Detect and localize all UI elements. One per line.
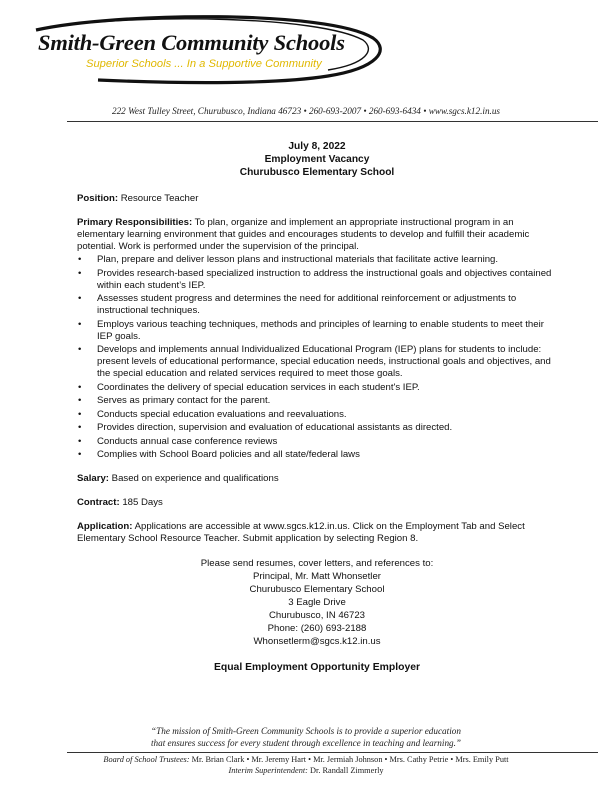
list-item: • Serves as primary contact for the parent. — [77, 395, 557, 407]
mission-line: that ensures success for every student through excellence in teaching and learning.” — [150, 737, 462, 748]
list-item: • Complies with School Board policies and all state/federal laws — [77, 449, 557, 461]
trustees-line — [0, 755, 612, 766]
contract-value: 185 Days — [122, 497, 163, 508]
list-item: • Conducts annual case conference reviews — [77, 436, 557, 448]
list-item: • Develops and implements annual Individualized Educational Program (IEP) plans for students to include: present levels of educational performance, special education needs, instructional goals and objectives, and the special education and related services required to meet those goals. — [77, 344, 557, 380]
list-item: • Provides research-based specialized instruction to address the instructional goals and objectives contained within each student’s IEP. — [77, 268, 557, 292]
list-item: • Assesses student progress and determines the need for additional reinforcement or adjustments to instructional techniques. — [77, 293, 557, 317]
contact-line: Churubusco Elementary School — [249, 584, 385, 595]
tagline: Superior Schools ... In a Supportive Community — [86, 58, 322, 70]
responsibilities-intro: To plan, organize and implement an appropriate instructional program in an elementary learning environment that guides and encourages students to develop and fulfill their academic potential. Work is performed under the supervision of the principal. — [77, 217, 530, 252]
contact-line: Phone: (260) 693-2188 — [267, 623, 367, 634]
contact-line: 3 Eagle Drive — [288, 597, 346, 608]
posting-heading — [77, 140, 557, 179]
address-line: 222 West Tulley Street, Churubusco, Indiana 46723 • 260-693-2007 • 260-693-6434 • www.sgcs.k12.in.us — [111, 106, 501, 116]
posting-title: Employment Vacancy — [264, 154, 370, 165]
contact-line: Churubusco, IN 46723 — [269, 610, 365, 621]
posting-body — [77, 140, 557, 674]
contact-block — [77, 557, 557, 648]
contract-label: Contract: — [77, 497, 120, 508]
letterhead — [0, 0, 612, 125]
posting-school: Churubusco Elementary School — [239, 167, 395, 178]
org-name: Smith-Green Community Schools — [38, 30, 345, 55]
application-text: Applications are accessible at www.sgcs.k12.in.us. Click on the Employment Tab and Select Elementary School Resource Teacher. Submit application by selecting Region 8. — [77, 521, 525, 544]
superintendent-label: Interim Superintendent: — [228, 765, 308, 775]
contract-paragraph — [77, 497, 557, 509]
salary-paragraph — [77, 473, 557, 485]
position-label: Position: — [77, 193, 119, 204]
contact-email: Whonsetlerm@sgcs.k12.in.us — [253, 636, 381, 647]
superintendent-line — [0, 766, 612, 777]
salary-value: Based on experience and qualifications — [111, 473, 279, 484]
application-paragraph — [77, 521, 557, 545]
trustees-label: Board of School Trustees: — [103, 755, 190, 764]
contact-line: Principal, Mr. Matt Whonsetler — [253, 571, 381, 582]
duties-list — [77, 254, 557, 461]
trustees-value: Mr. Brian Clark • Mr. Jeremy Hart • Mr. Jermiah Johnson • Mrs. Cathy Petrie • Mrs. Emily Putt — [191, 755, 509, 764]
footer-trustees — [0, 755, 612, 776]
responsibilities-paragraph — [77, 217, 557, 253]
responsibilities-label: Primary Responsibilities: — [77, 217, 193, 228]
list-item: • Provides direction, supervision and evaluation of educational assistants as directed. — [77, 422, 557, 434]
posting-date: July 8, 2022 — [288, 141, 346, 152]
position-value: Resource Teacher — [120, 193, 199, 204]
eeo-statement: Equal Employment Opportunity Employer — [213, 662, 421, 673]
superintendent-value: Dr. Randall Zimmerly — [310, 765, 384, 775]
list-item: • Plan, prepare and deliver lesson plans and instructional materials that facilitate active learning. — [77, 254, 557, 266]
list-item: • Conducts special education evaluations and reevaluations. — [77, 409, 557, 421]
salary-label: Salary: — [77, 473, 109, 484]
mission-statement — [0, 726, 612, 749]
header-divider — [67, 121, 598, 122]
application-label: Application: — [77, 521, 133, 532]
list-item: • Employs various teaching techniques, methods and principles of learning to enable students to meet their IEP goals. — [77, 319, 557, 343]
footer-divider — [67, 752, 598, 753]
position-paragraph — [77, 193, 557, 205]
mission-line: “The mission of Smith-Green Community Schools is to provide a superior education — [151, 726, 461, 736]
list-item: • Coordinates the delivery of special education services in each student's IEP. — [77, 382, 557, 394]
send-intro: Please send resumes, cover letters, and references to: — [200, 558, 434, 569]
